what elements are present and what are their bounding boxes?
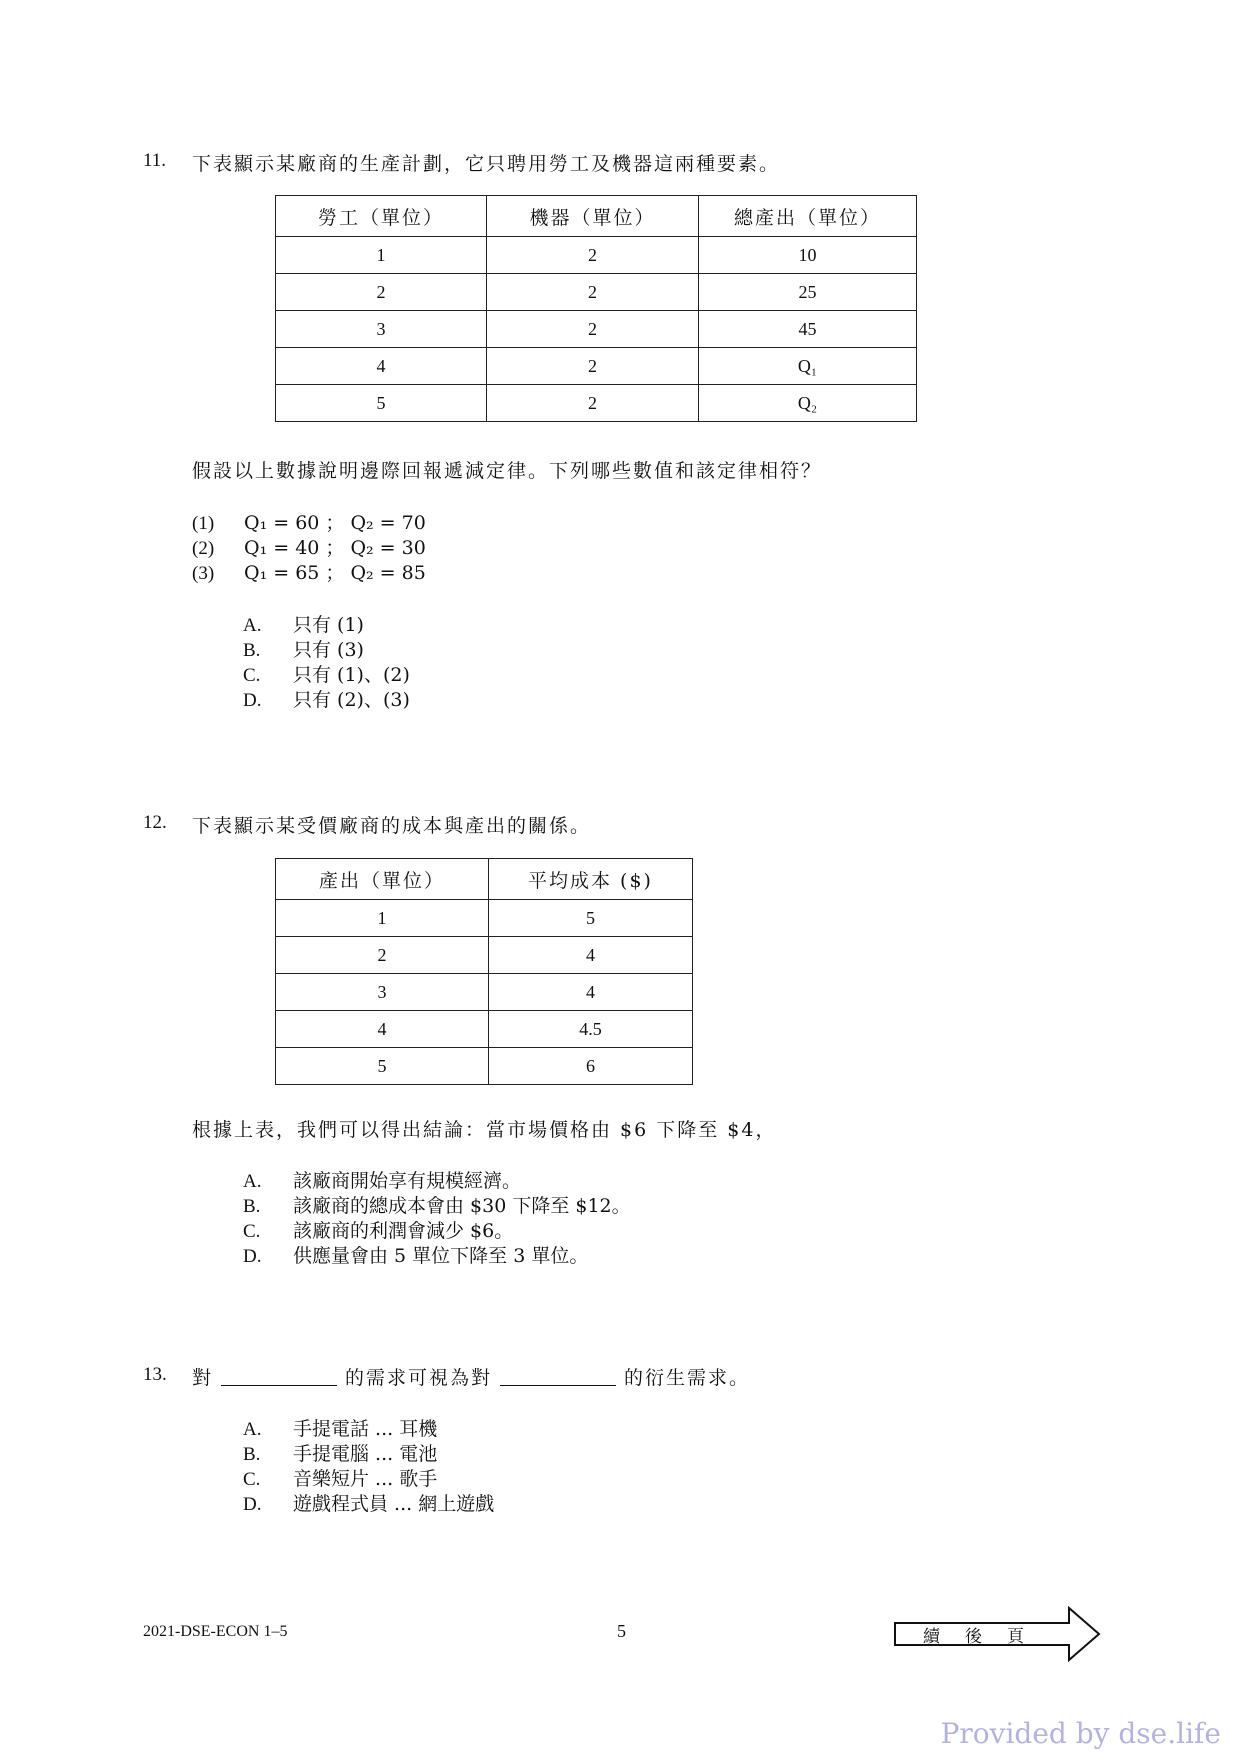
table-cell: 1: [276, 900, 489, 937]
option-letter: A.: [243, 1171, 262, 1192]
table-cell: 5: [276, 385, 487, 422]
table-row: [276, 348, 917, 385]
q12-option: [243, 1241, 588, 1268]
table-cell: 1: [276, 237, 487, 274]
table-row: [276, 1011, 693, 1048]
q13-stem-part: 的衍生需求。: [624, 1367, 751, 1389]
table-cell: 2: [276, 937, 489, 974]
option-text: 供應量會由 5 單位下降至 3 單位。: [293, 1245, 589, 1267]
option-text: 只有 (2)、(3): [293, 689, 410, 711]
option-letter: C.: [243, 1469, 261, 1490]
table-row: [276, 274, 917, 311]
col-header: 平均成本 ($): [489, 859, 693, 900]
q11-option: [243, 685, 410, 712]
table-cell: 2: [487, 385, 699, 422]
option-letter: B.: [243, 1196, 261, 1217]
q12-question: 根據上表，我們可以得出結論：當市場價格由 $6 下降至 $4，: [192, 1119, 777, 1141]
option-letter: C.: [243, 1221, 261, 1242]
col-header: 產出（單位）: [276, 859, 489, 900]
q13-option: [243, 1414, 437, 1441]
answer-blank: [500, 1367, 616, 1386]
q12-number: 12.: [143, 812, 167, 833]
option-text: 只有 (1)、(2): [293, 664, 410, 686]
table-cell: 6: [489, 1048, 693, 1085]
table-cell: 10: [699, 237, 917, 274]
table-cell: 4: [276, 1011, 489, 1048]
table-row: [276, 937, 693, 974]
option-text: 只有 (3): [293, 639, 364, 661]
page-number: 5: [617, 1621, 626, 1641]
option-letter: B.: [243, 640, 261, 661]
q12-option: [243, 1191, 631, 1218]
table-cell: 4: [489, 974, 693, 1011]
q11-option: [243, 610, 364, 637]
q11-statement: [192, 533, 426, 560]
table-row: [276, 385, 917, 422]
table-cell: 3: [276, 974, 489, 1011]
q13-stem-part: 對: [192, 1367, 214, 1389]
table-cell: 4.5: [489, 1011, 693, 1048]
table-cell: 2: [487, 237, 699, 274]
q12-stem: 下表顯示某受價廠商的成本與產出的關係。: [192, 815, 592, 837]
q11-stem: 下表顯示某廠商的生產計劃，它只聘用勞工及機器這兩種要素。: [192, 153, 781, 175]
q11-statement: [192, 508, 426, 535]
option-text: 手提電腦 ... 電池: [293, 1443, 438, 1465]
option-letter: A.: [243, 1419, 262, 1440]
statement-text: Q₁ = 40 ； Q₂ = 30: [244, 537, 426, 559]
table-cell: 4: [489, 937, 693, 974]
statement-number: (1): [192, 513, 215, 534]
option-letter: A.: [243, 615, 262, 636]
table-cell: 5: [276, 1048, 489, 1085]
statement-text: Q₁ = 65 ； Q₂ = 85: [244, 562, 426, 584]
table-cell: 5: [489, 900, 693, 937]
table-row: [276, 237, 917, 274]
q11-number: 11.: [143, 150, 167, 171]
col-header: 機器（單位）: [487, 196, 699, 237]
option-text: 音樂短片 ... 歌手: [293, 1468, 438, 1490]
q13-stem-part: 的需求可視為對: [345, 1367, 493, 1389]
q11-table: [275, 195, 917, 422]
q11-question: 假設以上數據說明邊際回報遞減定律。下列哪些數值和該定律相符？: [192, 460, 823, 482]
table-cell: 2: [487, 274, 699, 311]
table-row: [276, 1048, 693, 1085]
option-letter: D.: [243, 1494, 262, 1515]
table-cell: 2: [487, 348, 699, 385]
statement-number: (3): [192, 563, 215, 584]
table-row: [276, 900, 693, 937]
option-letter: C.: [243, 665, 261, 686]
q13-stem: [192, 1363, 750, 1390]
table-row: [276, 311, 917, 348]
paper-code: 2021-DSE-ECON 1–5: [143, 1623, 288, 1640]
table-cell: 2: [276, 274, 487, 311]
q11-option: [243, 660, 410, 687]
option-letter: D.: [243, 690, 262, 711]
q13-option: [243, 1439, 437, 1466]
q11-option: [243, 635, 364, 662]
table-cell: 3: [276, 311, 487, 348]
statement-text: Q₁ = 60 ； Q₂ = 70: [244, 512, 426, 534]
watermark: Provided by dse.life: [940, 1717, 1221, 1750]
table-row: [276, 974, 693, 1011]
table-cell: 45: [699, 311, 917, 348]
table-header-row: [276, 859, 693, 900]
q12-table: [275, 858, 693, 1085]
q12-option: [243, 1166, 521, 1193]
answer-blank: [221, 1367, 337, 1386]
option-text: 遊戲程式員 ... 網上遊戲: [293, 1493, 495, 1515]
q13-option: [243, 1464, 437, 1491]
option-letter: D.: [243, 1246, 262, 1267]
continue-arrow: [893, 1604, 1103, 1664]
option-text: 該廠商的利潤會減少 $6。: [293, 1220, 514, 1242]
option-letter: B.: [243, 1444, 261, 1465]
option-text: 只有 (1): [293, 614, 364, 636]
col-header: 總產出（單位）: [699, 196, 917, 237]
option-text: 該廠商的總成本會由 $30 下降至 $12。: [293, 1195, 631, 1217]
option-text: 手提電話 ... 耳機: [293, 1418, 438, 1440]
continue-label: 續 後 頁: [923, 1627, 1028, 1647]
table-cell: 4: [276, 348, 487, 385]
q13-number: 13.: [143, 1364, 167, 1385]
table-cell: Q₁: [699, 348, 917, 385]
statement-number: (2): [192, 538, 215, 559]
q12-option: [243, 1216, 513, 1243]
table-header-row: [276, 196, 917, 237]
col-header: 勞工（單位）: [276, 196, 487, 237]
q13-option: [243, 1489, 494, 1516]
table-cell: Q₂: [699, 385, 917, 422]
table-cell: 25: [699, 274, 917, 311]
table-cell: 2: [487, 311, 699, 348]
option-text: 該廠商開始享有規模經濟。: [293, 1170, 522, 1192]
q11-statement: [192, 558, 426, 585]
